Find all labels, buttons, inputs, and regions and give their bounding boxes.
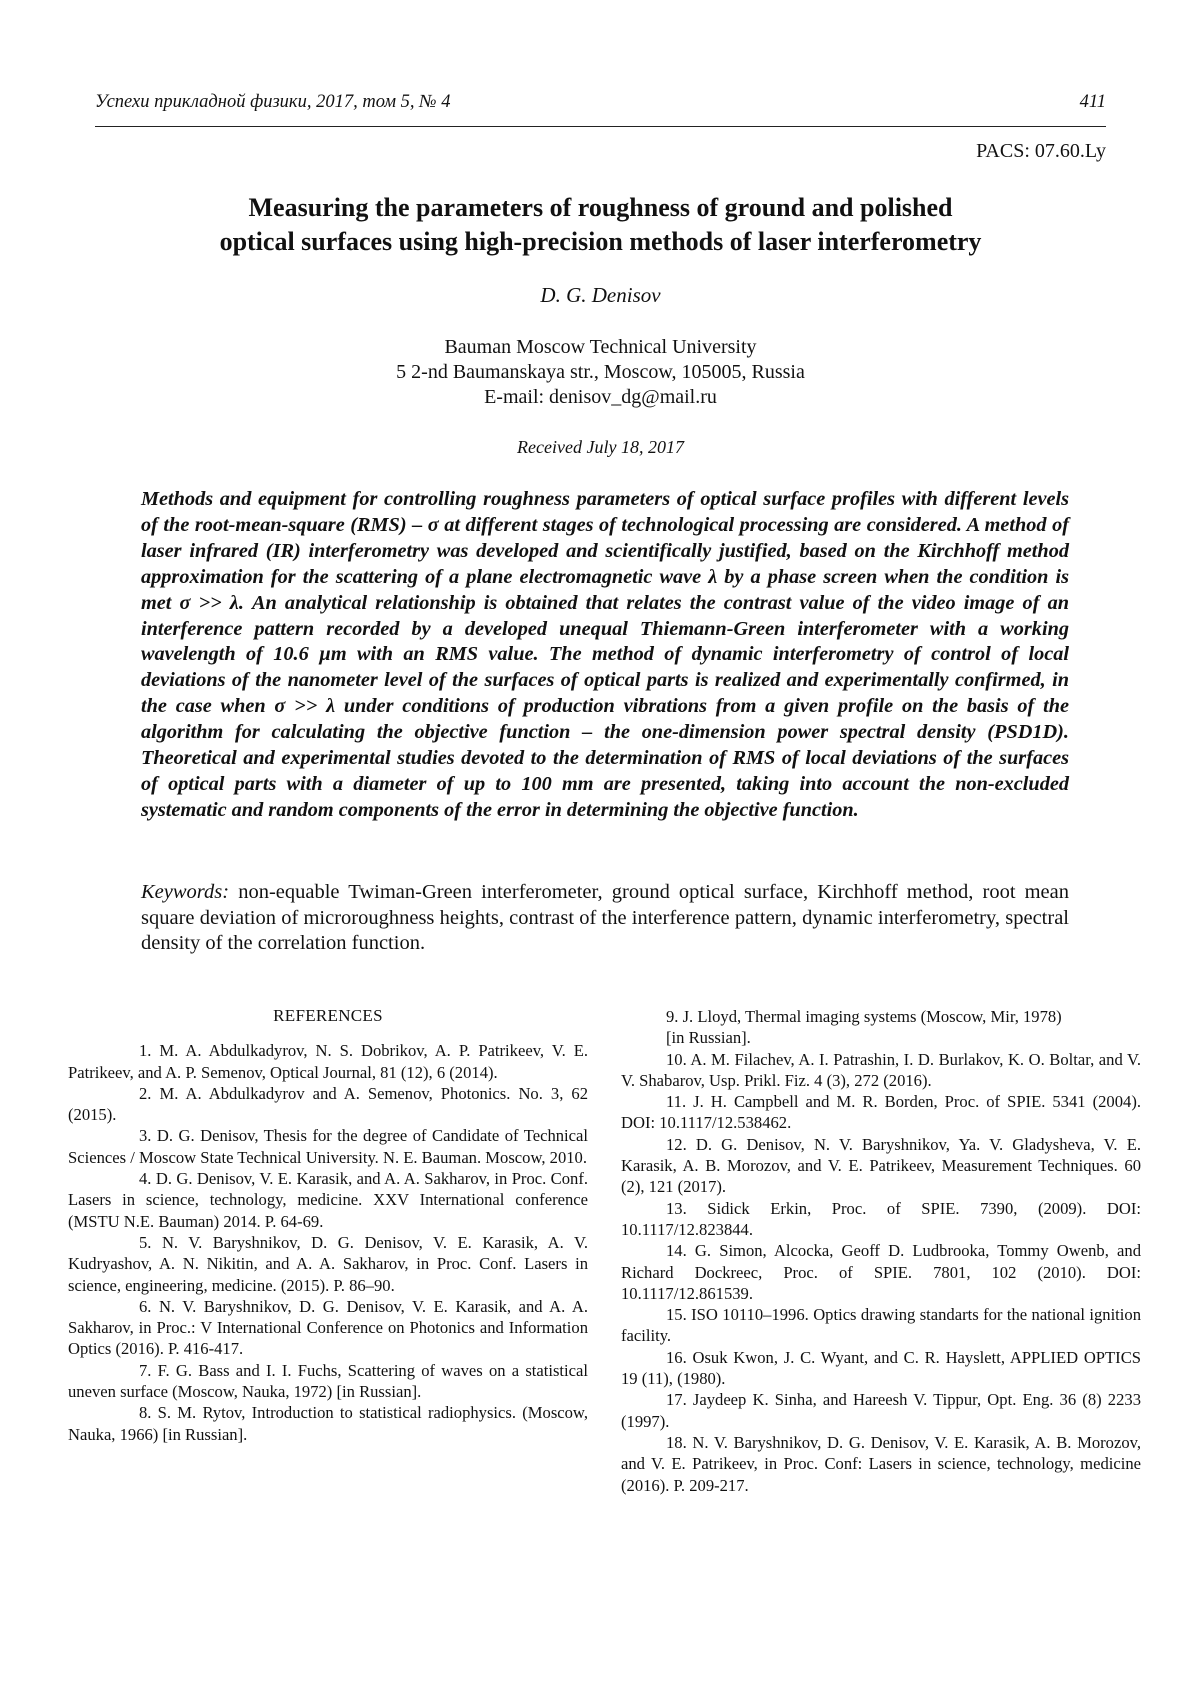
reference-item-6: 6. N. V. Baryshnikov, D. G. Denisov, V. E. Karasik, and A. A. Sakharov, in Proc.: V International Conference on Photonics and Information Optics (2016). P. 416-417. (68, 1296, 588, 1359)
affiliation-address: 5 2-nd Baumanskaya str., Moscow, 105005, Russia (396, 361, 805, 383)
reference-item-9: 9. J. Lloyd, Thermal imaging systems (Moscow, Mir, 1978) (666, 1007, 1062, 1026)
reference-item-17: 17. Jaydeep K. Sinha, and Hareesh V. Tippur, Opt. Eng. 36 (8) 2233 (1997). (621, 1390, 1141, 1431)
received-date: Received July 18, 2017 (517, 437, 684, 457)
page-number: 411 (1079, 92, 1106, 112)
reference-item-10: 10. A. M. Filachev, A. I. Patrashin, I. D. Burlakov, K. O. Boltar, and V. V. Shabarov, Usp. Prikl. Fiz. 4 (3), 272 (2016). (621, 1049, 1141, 1090)
title-line-2: optical surfaces using high-precision methods of laser interferometry (219, 227, 982, 256)
affiliation-institution: Bauman Moscow Technical University (444, 336, 757, 358)
title-line-1: Measuring the parameters of roughness of ground and polished (248, 193, 953, 222)
reference-item-3: 3. D. G. Denisov, Thesis for the degree of Candidate of Technical Sciences / Moscow State Technical University. N. E. Bauman. Moscow, 2010. (68, 1126, 588, 1167)
reference-item-13: 13. Sidick Erkin, Proc. of SPIE. 7390, (2009). DOI: 10.1117/12.823844. (621, 1198, 1141, 1239)
reference-item-2: 2. M. A. Abdulkadyrov and A. Semenov, Photonics. No. 3, 62 (2015). (68, 1083, 588, 1125)
reference-item-7: 7. F. G. Bass and I. I. Fuchs, Scattering of waves on a statistical uneven surface (Moscow, Nauka, 1972) [in Russian]. (68, 1360, 588, 1402)
reference-item-4: 4. D. G. Denisov, V. E. Karasik, and A. A. Sakharov, in Proc. Conf. Lasers in science, technology, medicine. XXV International conference (MSTU N.E. Bauman) 2014. P. 64-69. (68, 1169, 588, 1231)
affiliation (95, 335, 1106, 410)
journal-citation: Успехи прикладной физики, 2017, том 5, № 4 (95, 92, 451, 112)
keywords (141, 880, 1069, 957)
author-name: D. G. Denisov (540, 283, 661, 307)
reference-item-18: 18. N. V. Baryshnikov, D. G. Denisov, V. E. Karasik, A. B. Morozov, and V. E. Patrikeev, in Proc. Conf: Lasers in science, technology, medicine (2016). P. 209-217. (621, 1432, 1141, 1495)
reference-item-15: 15. ISO 10110–1996. Optics drawing standarts for the national ignition facility. (621, 1305, 1141, 1346)
reference-item-12: 12. D. G. Denisov, N. V. Baryshnikov, Ya. V. Gladysheva, V. E. Karasik, A. B. Morozov, and V. E. Patrikeev, Measurement Techniques. 60 (2), 121 (2017). (621, 1134, 1141, 1197)
references-column-right (621, 1006, 1141, 1496)
reference-item-9-continued: [in Russian]. (666, 1028, 751, 1048)
references-column-left (68, 1005, 588, 1445)
running-header (95, 92, 1106, 127)
keywords-text: non-equable Twiman-Green interferometer, ground optical surface, Kirchhoff method, root mean square deviation of microroughness heights, contrast of the interference pattern, dynamic interferometry, spectral density of the correlation function. (141, 881, 1070, 955)
reference-item-14: 14. G. Simon, Alcocka, Geoff D. Ludbrooka, Tommy Owenb, and Richard Dockreec, Proc. of SPIE. 7801, 102 (2010). DOI: 10.1117/12.861539. (621, 1241, 1141, 1303)
reference-item-11: 11. J. H. Campbell and M. R. Borden, Proc. of SPIE. 5341 (2004). DOI: 10.1117/12.538462. (621, 1092, 1141, 1133)
references-heading: REFERENCES (273, 1006, 383, 1025)
pacs-code: PACS: 07.60.Ly (976, 140, 1106, 162)
reference-item-5: 5. N. V. Baryshnikov, D. G. Denisov, V. E. Karasik, A. V. Kudryashov, A. N. Nikitin, and A. A. Sakharov, in Proc. Conf. Lasers in science, engineering, medicine. (2015). P. 86–90. (68, 1232, 588, 1295)
affiliation-email: E-mail: denisov_dg@mail.ru (484, 386, 717, 408)
keywords-label: Keywords: (141, 881, 230, 903)
abstract: Methods and equipment for controlling roughness parameters of optical surface profiles with different levels of the root-mean-square (RMS) – σ at different stages of technological processing are considered. A method of laser infrared (IR) interferometry was developed and scientifically justified, based on the Kirchhoff method approximation for the scattering of a plane electromagnetic wave λ by a phase screen when the condition is met σ >> λ. An analytical relationship is obtained that relates the contrast value of the video image of an interference pattern recorded by a developed unequal Thiemann-Green interferometer with a working wavelength of 10.6 µm with an RMS value. The method of dynamic interferometry of control of local deviations of the nanometer level of the surfaces of optical parts is realized and experimentally confirmed, in the case when σ >> λ under conditions of production vibrations from a given profile on the basis of the algorithm for calculating the objective function – the one-dimension power spectral density (PSD1D). Theoretical and experimental studies devoted to the determination of RMS of local deviations of the surfaces of optical parts with a diameter of up to 100 mm are presented, taking into account the non-excluded systematic and random components of the error in determining the objective function. (141, 488, 1069, 821)
reference-item-8: 8. S. M. Rytov, Introduction to statistical radiophysics. (Moscow, Nauka, 1966) [in Russian]. (68, 1403, 588, 1444)
reference-item-16: 16. Osuk Kwon, J. C. Wyant, and C. R. Hayslett, APPLIED OPTICS 19 (11), (1980). (621, 1347, 1141, 1389)
reference-item-1: 1. M. A. Abdulkadyrov, N. S. Dobrikov, A. P. Patrikeev, V. E. Patrikeev, and A. P. Semenov, Optical Journal, 81 (12), 6 (2014). (68, 1041, 588, 1082)
article-title (95, 191, 1106, 259)
